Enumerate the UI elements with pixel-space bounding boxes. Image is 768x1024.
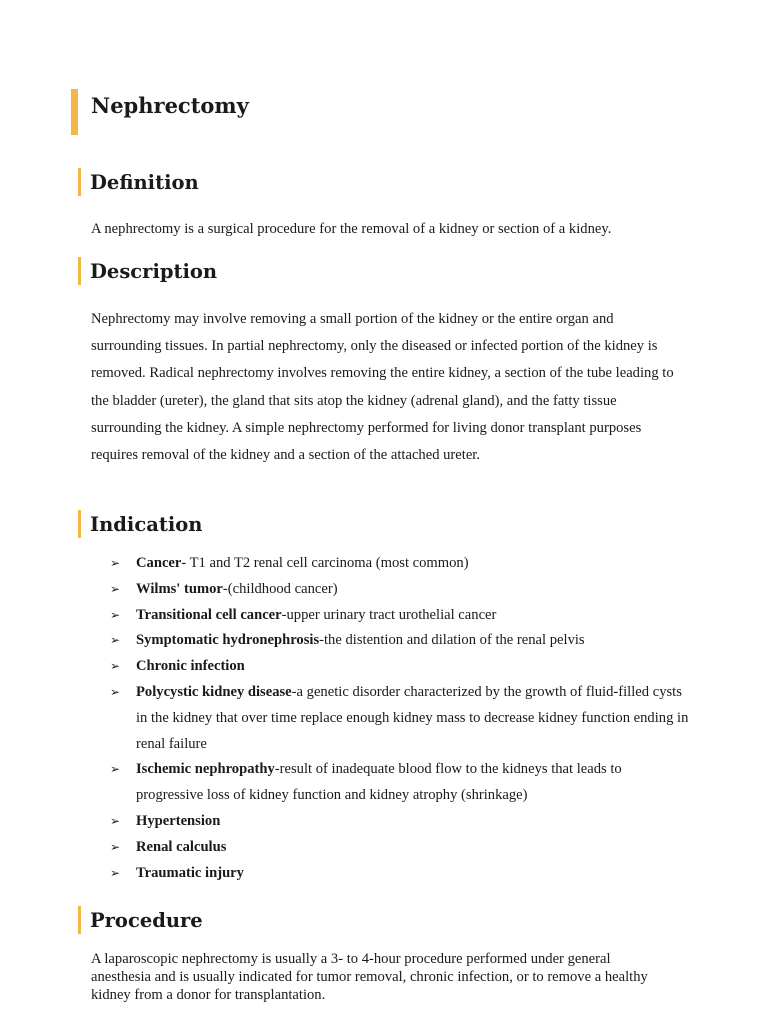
heading-description: Description bbox=[90, 259, 218, 283]
item-text: -(childhood cancer) bbox=[222, 580, 338, 597]
item-term: Symptomatic hydronephrosis bbox=[136, 632, 320, 649]
section-heading-definition bbox=[78, 168, 199, 196]
heading-accent-bar bbox=[78, 510, 81, 538]
list-item bbox=[110, 603, 690, 629]
item-text: -the distention and dilation of the renal pelvis bbox=[319, 632, 585, 649]
item-text: - T1 and T2 renal cell carcinoma (most common) bbox=[181, 555, 469, 571]
item-term: Renal calculus bbox=[136, 838, 227, 855]
item-term: Ischemic nephropathy bbox=[136, 761, 275, 778]
item-term: Hypertension bbox=[136, 812, 221, 829]
item-term: Transitional cell cancer bbox=[136, 606, 282, 623]
item-text: -a genetic disorder characterized by the growth of fluid-filled cysts in the kidney that over time replace enough kidney mass to decrease kidney function ending in renal failure bbox=[136, 683, 689, 752]
definition-text: A nephrectomy is a surgical procedure for the removal of a kidney or section of a kidney. bbox=[91, 221, 612, 237]
item-text: -upper urinary tract urothelial cancer bbox=[281, 606, 497, 623]
list-item bbox=[110, 628, 690, 654]
heading-accent-bar bbox=[78, 257, 81, 285]
page-title: Nephrectomy bbox=[91, 93, 249, 118]
list-item bbox=[110, 680, 690, 757]
section-heading-procedure bbox=[78, 906, 203, 934]
item-term: Cancer bbox=[136, 555, 182, 571]
section-heading-indication bbox=[78, 510, 202, 538]
heading-indication: Indication bbox=[90, 512, 203, 536]
arrowhead-bullet-icon: ➢ bbox=[110, 813, 121, 828]
title-accent-bar bbox=[71, 89, 78, 135]
item-term: Polycystic kidney disease bbox=[136, 683, 292, 700]
indication-list bbox=[110, 551, 690, 886]
heading-accent-bar bbox=[78, 906, 81, 934]
description-text: Nephrectomy may involve removing a small portion of the kidney or the entire organ and surrounding tissues. In partial nephrectomy, only the diseased or infected portion of the kidney is removed. Radical nephrectomy involves removing the entire kidney, a section of the tube leading to the bladder (ureter), the gland that sits atop the kidney (adrenal gland), and the fatty tissue surrounding the kidney. A simple nephrectomy performed for living donor transplant purposes requires removal of the kidney and a section of the attached ureter. bbox=[91, 311, 674, 464]
arrowhead-bullet-icon: ➢ bbox=[110, 762, 121, 777]
arrowhead-bullet-icon: ➢ bbox=[110, 684, 121, 699]
arrowhead-bullet-icon: ➢ bbox=[110, 865, 121, 880]
item-text: -result of inadequate blood flow to the kidneys that leads to progressive loss of kidney function and kidney atrophy (shrinkage) bbox=[136, 761, 622, 804]
heading-procedure: Procedure bbox=[90, 908, 203, 932]
section-heading-description bbox=[78, 257, 217, 285]
arrowhead-bullet-icon: ➢ bbox=[110, 839, 121, 854]
heading-definition: Definition bbox=[90, 170, 199, 194]
list-item bbox=[110, 809, 690, 835]
arrowhead-bullet-icon: ➢ bbox=[110, 581, 121, 596]
arrowhead-bullet-icon: ➢ bbox=[110, 633, 121, 648]
procedure-text: A laparoscopic nephrectomy is usually a 3- to 4-hour procedure performed under general anesthesia and is usually indicated for tumor removal, chronic infection, or to remove a healthy kidney from a donor for transplantation. bbox=[91, 951, 648, 1003]
arrowhead-bullet-icon: ➢ bbox=[110, 607, 121, 622]
arrowhead-bullet-icon: ➢ bbox=[110, 659, 121, 674]
list-item bbox=[110, 551, 690, 577]
list-item bbox=[110, 654, 690, 680]
list-item bbox=[110, 861, 690, 887]
heading-accent-bar bbox=[78, 168, 81, 196]
arrowhead-bullet-icon: ➢ bbox=[110, 556, 121, 570]
list-item bbox=[110, 835, 690, 861]
list-item bbox=[110, 577, 690, 603]
list-item bbox=[110, 757, 690, 809]
item-term: Wilms' tumor bbox=[136, 580, 223, 597]
item-term: Chronic infection bbox=[136, 658, 245, 675]
title-block bbox=[71, 89, 249, 135]
item-term: Traumatic injury bbox=[136, 864, 244, 881]
